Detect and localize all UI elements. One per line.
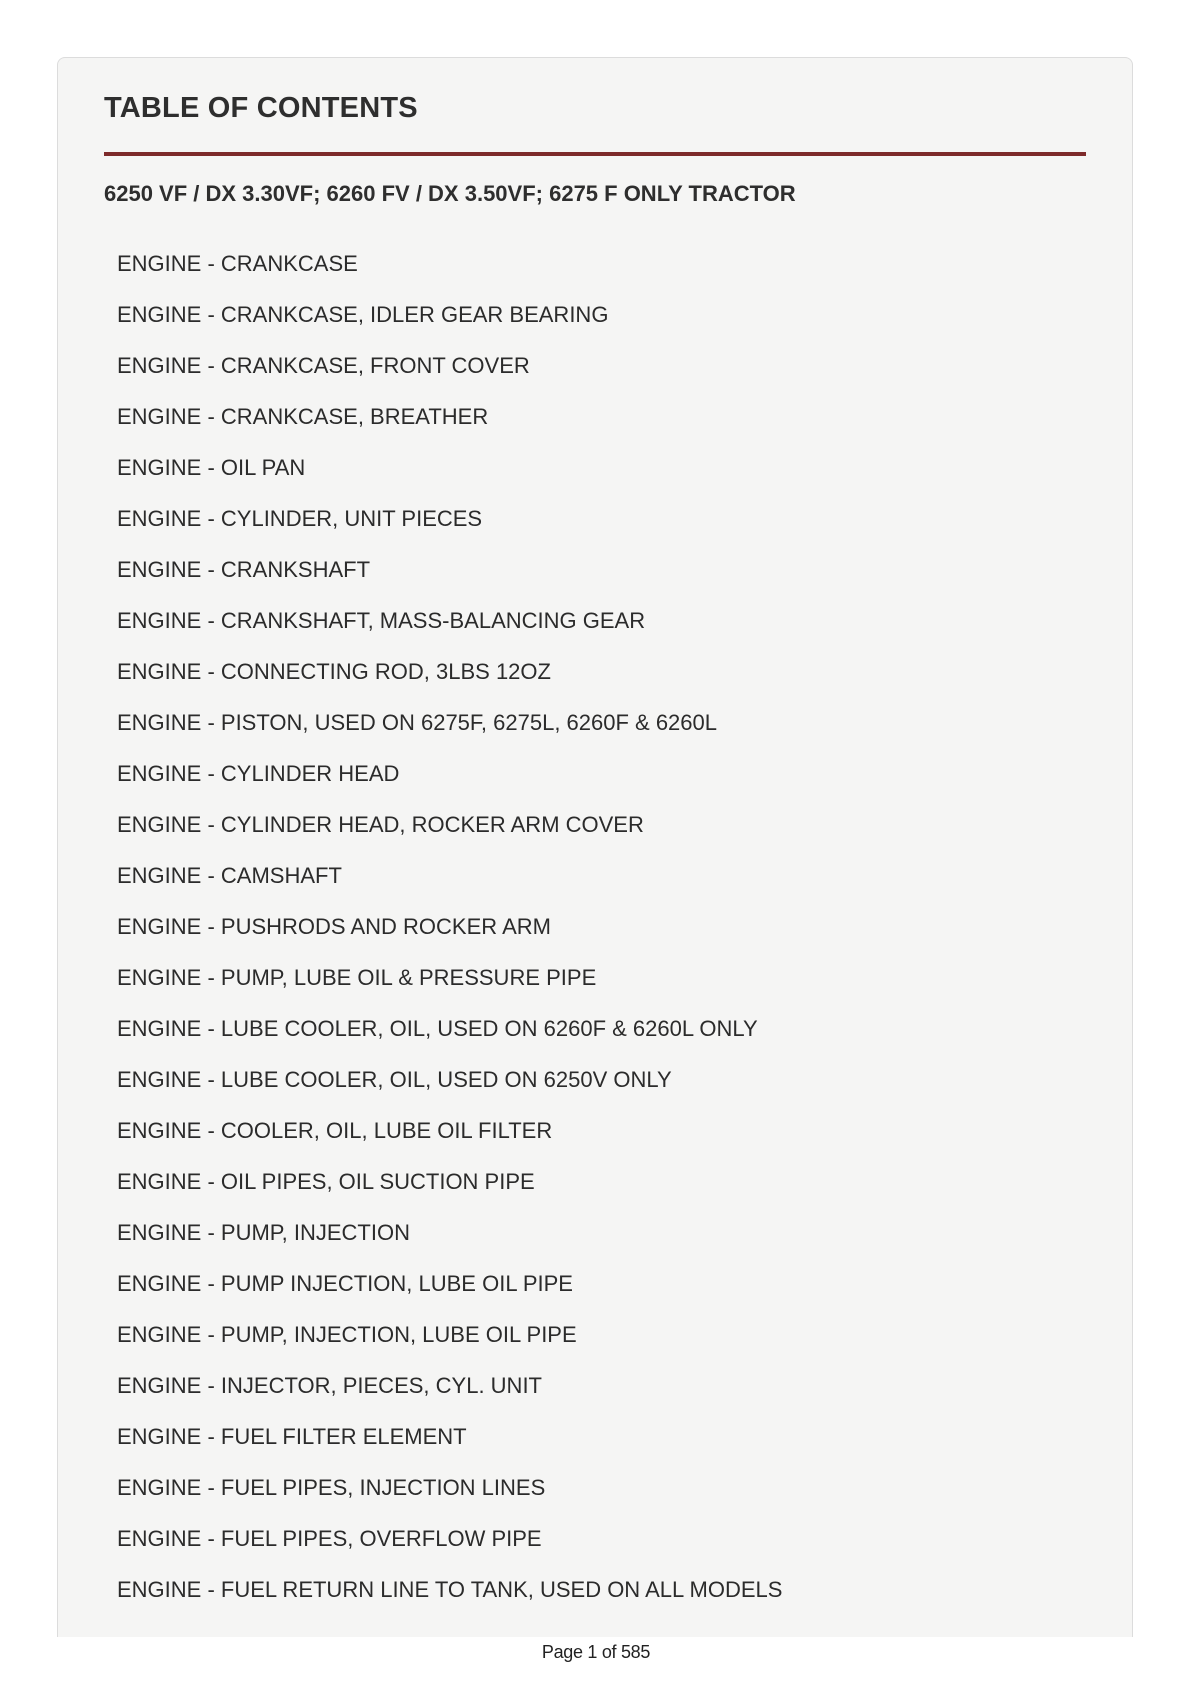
toc-link[interactable]: ENGINE - CRANKCASE (117, 251, 358, 276)
toc-list (117, 249, 782, 1626)
toc-link[interactable]: ENGINE - CRANKSHAFT (117, 557, 371, 582)
toc-link[interactable]: ENGINE - FUEL PIPES, OVERFLOW PIPE (117, 1526, 542, 1551)
toc-link[interactable]: ENGINE - CAMSHAFT (117, 863, 342, 888)
toc-link[interactable]: ENGINE - CRANKCASE, BREATHER (117, 404, 489, 429)
page-title: TABLE OF CONTENTS (104, 92, 418, 124)
toc-link[interactable]: ENGINE - OIL PAN (117, 455, 306, 480)
toc-link[interactable]: ENGINE - FUEL FILTER ELEMENT (117, 1424, 467, 1449)
toc-link[interactable]: ENGINE - PUMP INJECTION, LUBE OIL PIPE (117, 1271, 573, 1296)
title-divider (104, 152, 1086, 156)
toc-link[interactable]: ENGINE - FUEL PIPES, INJECTION LINES (117, 1475, 546, 1500)
toc-link[interactable]: ENGINE - CRANKSHAFT, MASS-BALANCING GEAR (117, 608, 646, 633)
toc-link[interactable]: ENGINE - COOLER, OIL, LUBE OIL FILTER (117, 1118, 553, 1143)
toc-link[interactable]: ENGINE - PUSHRODS AND ROCKER ARM (117, 914, 551, 939)
page-number: Page 1 of 585 (541, 1642, 651, 1662)
toc-link[interactable]: ENGINE - CYLINDER HEAD, ROCKER ARM COVER (117, 812, 644, 837)
toc-link[interactable]: ENGINE - CONNECTING ROD, 3LBS 12OZ (117, 659, 551, 684)
toc-link[interactable]: ENGINE - PUMP, LUBE OIL & PRESSURE PIPE (117, 965, 597, 990)
toc-link[interactable]: ENGINE - LUBE COOLER, OIL, USED ON 6250V ONLY (117, 1067, 672, 1092)
section-subtitle: 6250 VF / DX 3.30VF; 6260 FV / DX 3.50VF; 6275 F ONLY TRACTOR (104, 181, 796, 206)
toc-link[interactable]: ENGINE - LUBE COOLER, OIL, USED ON 6260F & 6260L ONLY (117, 1016, 758, 1041)
toc-link[interactable]: ENGINE - CRANKCASE, IDLER GEAR BEARING (117, 302, 609, 327)
toc-link[interactable]: ENGINE - CYLINDER, UNIT PIECES (117, 506, 483, 531)
toc-panel (57, 57, 1133, 1637)
toc-link[interactable]: ENGINE - INJECTOR, PIECES, CYL. UNIT (117, 1373, 542, 1398)
toc-link[interactable]: ENGINE - CYLINDER HEAD (117, 761, 400, 786)
toc-link[interactable]: ENGINE - FUEL RETURN LINE TO TANK, USED ON ALL MODELS (117, 1577, 783, 1602)
toc-link[interactable]: ENGINE - PISTON, USED ON 6275F, 6275L, 6260F & 6260L (117, 710, 717, 735)
toc-link[interactable]: ENGINE - CRANKCASE, FRONT COVER (117, 353, 530, 378)
toc-link[interactable]: ENGINE - OIL PIPES, OIL SUCTION PIPE (117, 1169, 535, 1194)
toc-link[interactable]: ENGINE - PUMP, INJECTION (117, 1220, 410, 1245)
toc-link[interactable]: ENGINE - PUMP, INJECTION, LUBE OIL PIPE (117, 1322, 577, 1347)
